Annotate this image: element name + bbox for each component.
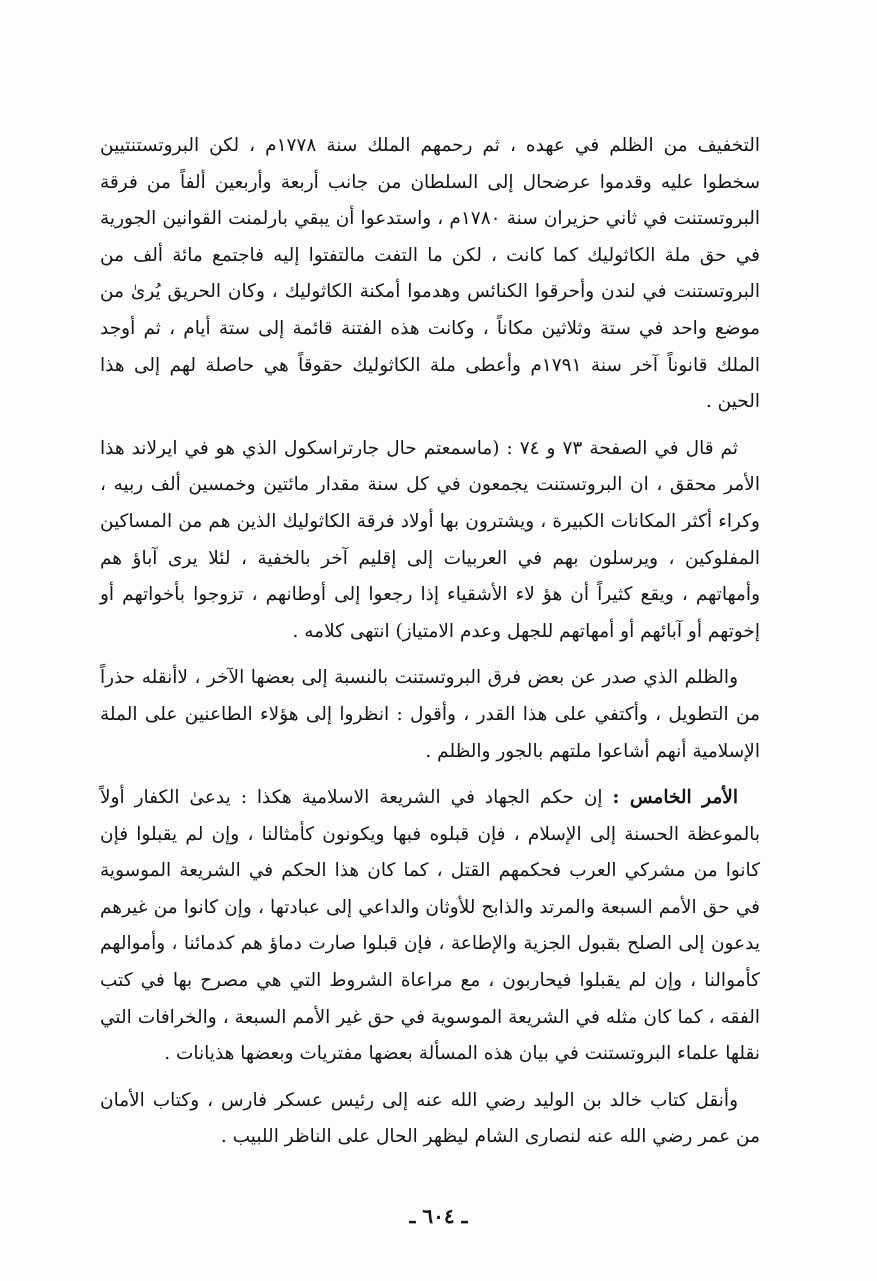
paragraph-2-text: ثم قال في الصفحة ٧٣ و ٧٤ : (ماسمعتم حال جارتراسكول الذي هو في ايرلاند هذا الأمر محقق ، ان البروتستنت يجمعون في كل سنة مقدار مائتين وخمسين ألف ربيه ، وكراء أكثر المكانات الكبيرة ، ويشترون بها أولاد فرقة الكاثوليك الذين هم من المساكين المفلوكين ، ويرسلون بهم في العربيات إلى إقليم آخر بالخفية ، لئلا يرى آباؤ هم وأمهاتهم ، ويقع كثيراً أن هؤ لاء الأشقياء إذا رجعوا إلى أوطانهم ، تزوجوا بأخواتهم أو إخوتهم أو آبائهم أو أمهاتهم للجهل وعدم الامتياز) انتهى كلامه .	[100, 437, 760, 642]
paragraph-3-text: والظلم الذي صدر عن بعض فرق البروتستنت بالنسبة إلى بعضها الآخر ، لاأنقله حذراً من التطويل ، وأكتفي على هذا القدر ، وأقول : انظروا إلى هؤلاء الطاعنين على الملة الإسلامية أنهم أشاعوا ملتهم بالجور والظلم .	[100, 667, 760, 762]
page-number: ـ ٦٠٤ ـ	[409, 1204, 468, 1228]
paragraph-3	[100, 660, 760, 770]
paragraph-2	[100, 431, 760, 651]
paragraph-1	[100, 128, 760, 421]
paragraph-4-text: إن حكم الجهاد في الشريعة الاسلامية هكذا : يدعىٰ الكفار أولاً بالموعظة الحسنة إلى الإسلام ، فإن قبلوه فبها ويكونون كأمثالنا ، وإن لم يقبلوا فإن كانوا من مشركي العرب فحكمهم القتل ، كما كان هذا الحكم في الشريعة الموسوية في حق الأمم السبعة والمرتد والذابح للأوثان والداعي إلى عبادتها ، وإن كانوا من غيرهم يدعون إلى الصلح بقبول الجزية والإطاعة ، فإن قبلوا صارت دماؤ هم كدمائنا ، وأموالهم كأموالنا ، وإن لم يقبلوا فيحاربون ، مع مراعاة الشروط التي هي مصرح بها في كتب الفقه ، كما كان مثله في الشريعة الموسوية في حق غير الأمم السبعة ، والخرافات التي نقلها علماء البروتستنت في بيان هذه المسألة بعضها مفتريات وبعضها هذيانات .	[100, 787, 760, 1065]
paragraph-4	[100, 780, 760, 1073]
paragraph-5	[100, 1083, 760, 1156]
paragraph-1-text: التخفيف من الظلم في عهده ، ثم رحمهم الملك سنة ١٧٧٨م ، لكن البروتستنتيين سخطوا عليه وقدموا عرضحال إلى السلطان من جانب أربعة وأربعين ألفاً من فرقة البروتستنت في ثاني حزيران سنة ١٧٨٠م ، واستدعوا أن يبقي بارلمنت القوانين الجورية في حق ملة الكاثوليك كما كانت ، لكن ما التفت مالتفتوا إليه فاجتمع مائة ألف من البروتستنت في لندن وأحرقوا الكنائس وهدموا أمكنة الكاثوليك ، وكان الحريق يُرىٰ من موضع واحد في ستة وثلاثين مكاناً ، وكانت هذه الفتنة قائمة إلى ستة أيام ، ثم أوجد الملك قانوناً آخر سنة ١٧٩١م وأعطى ملة الكاثوليك حقوقاً هي حاصلة لهم إلى هذا الحين .	[100, 135, 761, 413]
paragraph-5-text: وأنقل كتاب خالد بن الوليد رضي الله عنه إلى رئيس عسكر فارس ، وكتاب الأمان من عمر رضي الله عنه لنصارى الشام ليظهر الحال على الناظر اللبيب .	[100, 1089, 760, 1148]
body-text	[100, 128, 760, 1156]
paragraph-4-heading: الأمر الخامس :	[612, 787, 738, 809]
